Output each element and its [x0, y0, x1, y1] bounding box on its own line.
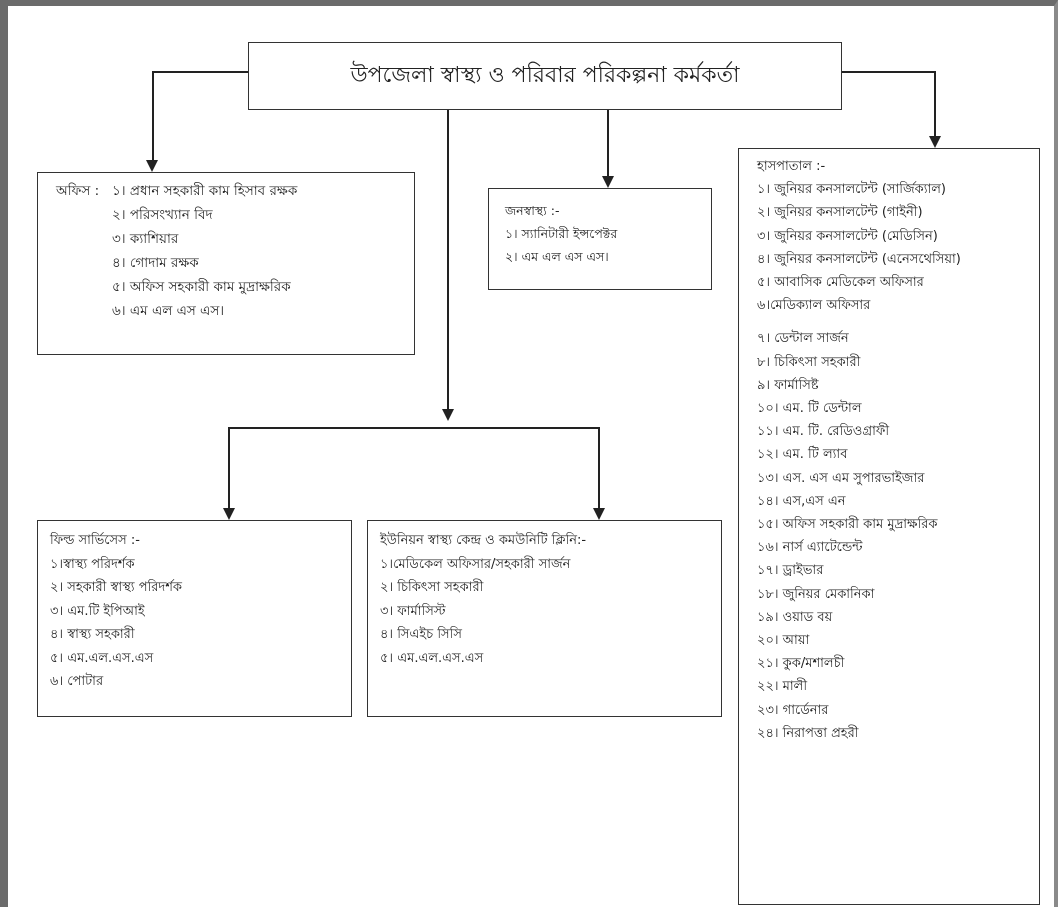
office-heading: অফিস : — [56, 183, 100, 199]
connector-line — [228, 427, 230, 509]
hospital-item: ২১। কুক/মশালচী — [757, 656, 845, 672]
connector-line — [152, 71, 154, 161]
arrow-head — [602, 176, 614, 188]
union-item: ৫। এম.এল.এস.এস — [380, 650, 484, 666]
union-item: ৪। সিএইচ সিসি — [380, 627, 462, 642]
arrow-head — [593, 508, 605, 520]
arrow-head — [223, 508, 235, 520]
office-item: ৫। অফিস সহকারী কাম মুদ্রাক্ষরিক — [112, 279, 291, 295]
office-item: ৬। এম এল এস এস। — [112, 303, 225, 319]
hospital-item: ২০। আয়া — [757, 633, 810, 649]
field-item: ২। সহকারী স্বাস্থ্য পরিদর্শক — [50, 580, 183, 595]
hospital-item: ১৩। এস. এস এম সুপারভাইজার — [757, 470, 925, 486]
office-item: ৩। ক্যাশিয়ার — [112, 231, 179, 247]
connector-line — [842, 71, 935, 73]
field-item: ৬। পোটার — [50, 674, 104, 689]
connector-line — [228, 427, 599, 429]
hospital-node — [738, 148, 1040, 905]
field-heading: ফিল্ড সার্ভিসেস :- — [50, 533, 140, 548]
hospital-item: ২২। মালী — [757, 679, 808, 695]
connector-line — [152, 71, 248, 73]
hospital-item: ৬।মেডিক্যাল অফিসার — [757, 298, 871, 314]
office-item: ৪। গোদাম রক্ষক — [112, 255, 199, 271]
hospital-heading: হাসপাতাল :- — [757, 159, 826, 174]
hospital-item: ১৫। অফিস সহকারী কাম মুদ্রাক্ষরিক — [757, 517, 938, 533]
hospital-item: ১৬। নার্স এ্যাটেন্ডেন্ট — [757, 540, 863, 556]
hospital-item: ১১। এম. টি. রেডিওগ্রাফী — [757, 424, 890, 440]
arrow-head — [929, 136, 941, 148]
hospital-item: ৫। আবাসিক মেডিকেল অফিসার — [757, 275, 924, 291]
sanitation-item: ২। এম এল এস এস। — [505, 249, 609, 264]
union-item: ৩। ফার্মাসিস্ট — [380, 603, 446, 619]
hospital-item: ১৭। ড্রাইভার — [757, 563, 824, 579]
office-item: ১। প্রধান সহকারী কাম হিসাব রক্ষক — [112, 183, 298, 199]
union-heading: ইউনিয়ন স্বাস্থ্য কেন্দ্র ও কমউনিটি ক্লিনি:- — [380, 533, 587, 548]
arrow-head — [442, 409, 454, 421]
arrow-head — [146, 160, 158, 172]
field-services-node — [37, 520, 352, 717]
connector-line — [934, 71, 936, 137]
union-item: ২। চিকিৎসা সহকারী — [380, 580, 484, 595]
hospital-item: ১৪। এস,এস এন — [757, 493, 846, 509]
union-item: ১।মেডিকেল অফিসার/সহকারী সার্জন — [380, 556, 571, 572]
sanitation-heading: জনস্বাস্থ্য :- — [505, 203, 560, 218]
connector-line — [607, 110, 609, 177]
hospital-item: ৩। জুনিয়র কনসালটেন্ট (মেডিসিন) — [757, 228, 938, 244]
hospital-item: ১২। এম. টি ল্যাব — [757, 447, 848, 463]
hospital-item: ২৪। নিরাপত্তা প্রহরী — [757, 725, 859, 741]
hospital-item: ২৩। গার্ডেনার — [757, 702, 829, 718]
hospital-item: ১৯। ওয়াড বয় — [757, 609, 833, 625]
union-health-node — [367, 520, 722, 717]
hospital-item: ১। জুনিয়র কনসালটেন্ট (সার্জিক্যাল) — [757, 182, 947, 198]
field-item: ৫। এম.এল.এস.এস — [50, 650, 154, 666]
hospital-item: ৪। জুনিয়র কনসালটেন্ট (এনেসথেসিয়া) — [757, 251, 961, 267]
field-item: ১।স্বাস্থ্য পরিদর্শক — [50, 556, 135, 572]
field-item: ৪। স্বাস্থ্য সহকারী — [50, 627, 135, 642]
hospital-item: ১৮। জুনিয়র মেকানিকা — [757, 586, 875, 602]
office-node — [37, 172, 415, 355]
hospital-list — [757, 178, 1031, 745]
hospital-item: ২। জুনিয়র কনসালটেন্ট (গাইনী) — [757, 205, 923, 221]
hospital-item: ১০। এম. টি ডেন্টাল — [757, 401, 862, 417]
sanitation-node — [488, 188, 712, 290]
connector-line — [598, 427, 600, 509]
connector-line — [447, 110, 449, 410]
hospital-item: ৭। ডেন্টাল সার্জন — [757, 331, 849, 347]
office-item: ২। পরিসংখ্যান বিদ — [112, 207, 213, 223]
field-item: ৩। এম.টি ইপিআই — [50, 603, 145, 619]
sanitation-item: ১। স্যানিটারী ইন্সপেক্টর — [505, 226, 618, 241]
hospital-item: ৯। ফার্মাসিষ্ট — [757, 377, 819, 393]
root-title: উপজেলা স্বাস্থ্য ও পরিবার পরিকল্পনা কর্মকর্তা — [350, 63, 740, 88]
chart-root-node — [248, 42, 842, 110]
hospital-item: ৮। চিকিৎসা সহকারী — [757, 354, 861, 370]
